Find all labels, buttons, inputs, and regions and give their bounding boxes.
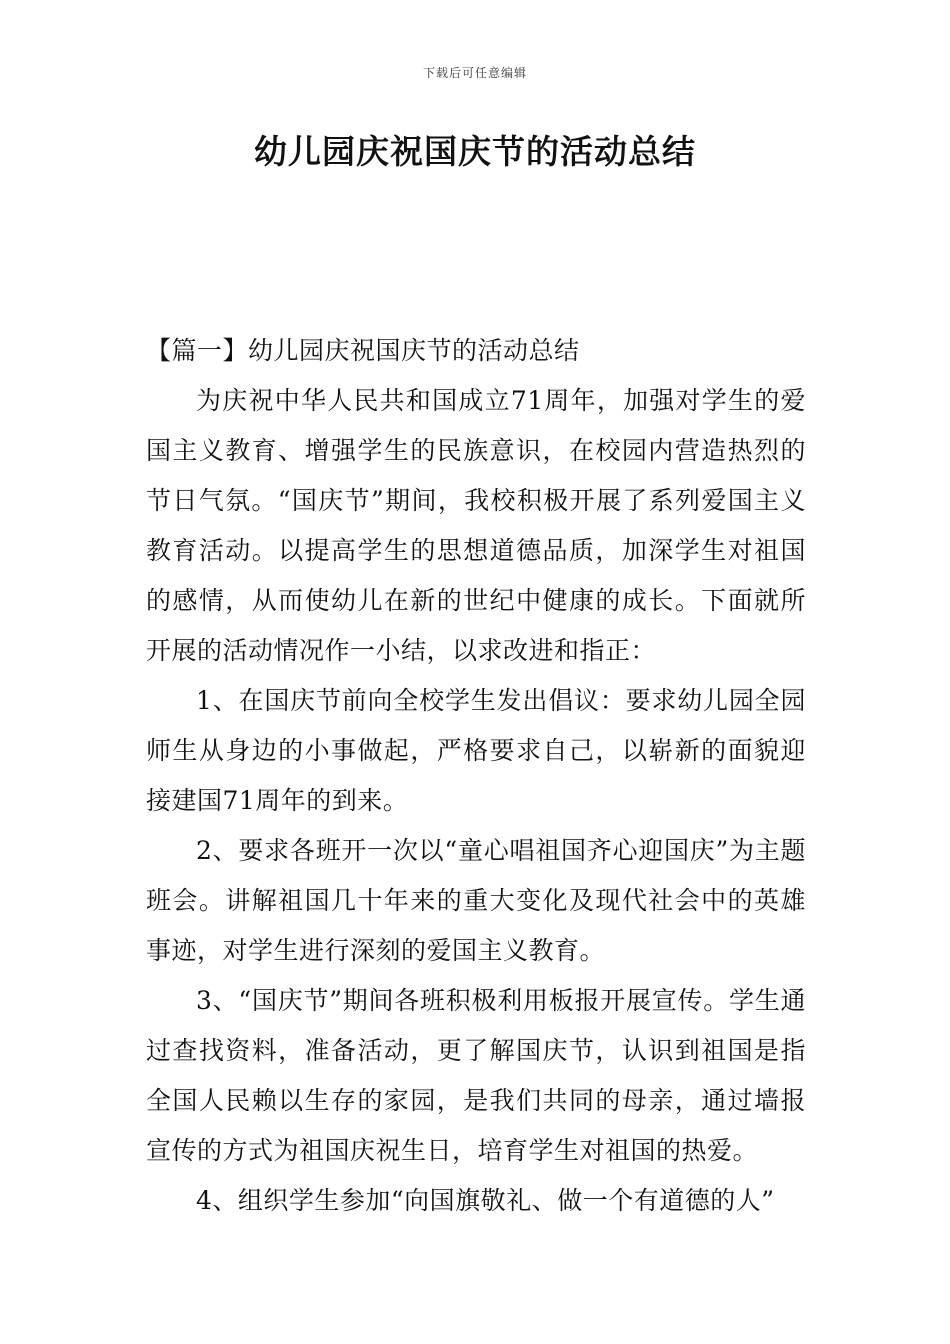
paragraph-item-3: 3、“国庆节”期间各班积极利用板报开展宣传。学生通过查找资料，准备活动，更了解国庆节，认识到祖国是指全国人民赖以生存的家园，是我们共同的母亲，通过墙报宣传的方式为祖国庆祝生日，培育学生对祖国的热爱。	[146, 986, 806, 1165]
section-heading: 【篇一】幼儿园庆祝国庆节的活动总结	[146, 336, 580, 365]
paragraph-item-4: 4、组织学生参加“向国旗敬礼、做一个有道德的人”	[196, 1186, 775, 1215]
document-title: 幼儿园庆祝国庆节的活动总结	[254, 132, 696, 171]
paragraph-intro: 为庆祝中华人民共和国成立71周年，加强对学生的爱国主义教育、增强学生的民族意识，在校园内营造热烈的节日气氛。“国庆节”期间，我校积极开展了系列爱国主义教育活动。以提高学生的思想道德品质，加深学生对祖国的感情，从而使幼儿在新的世纪中健康的成长。下面就所开展的活动情况作一小结，以求改进和指正：	[146, 386, 806, 665]
paragraph-item-1: 1、在国庆节前向全校学生发出倡议：要求幼儿园全园师生从身边的小事做起，严格要求自己，以崭新的面貌迎接建国71周年的到来。	[146, 686, 806, 815]
header-note: 下载后可任意编辑	[422, 66, 527, 80]
paragraph-item-2: 2、要求各班开一次以“童心唱祖国齐心迎国庆”为主题班会。讲解祖国几十年来的重大变化及现代社会中的英雄事迹，对学生进行深刻的爱国主义教育。	[146, 836, 806, 965]
document-body	[146, 326, 806, 1226]
